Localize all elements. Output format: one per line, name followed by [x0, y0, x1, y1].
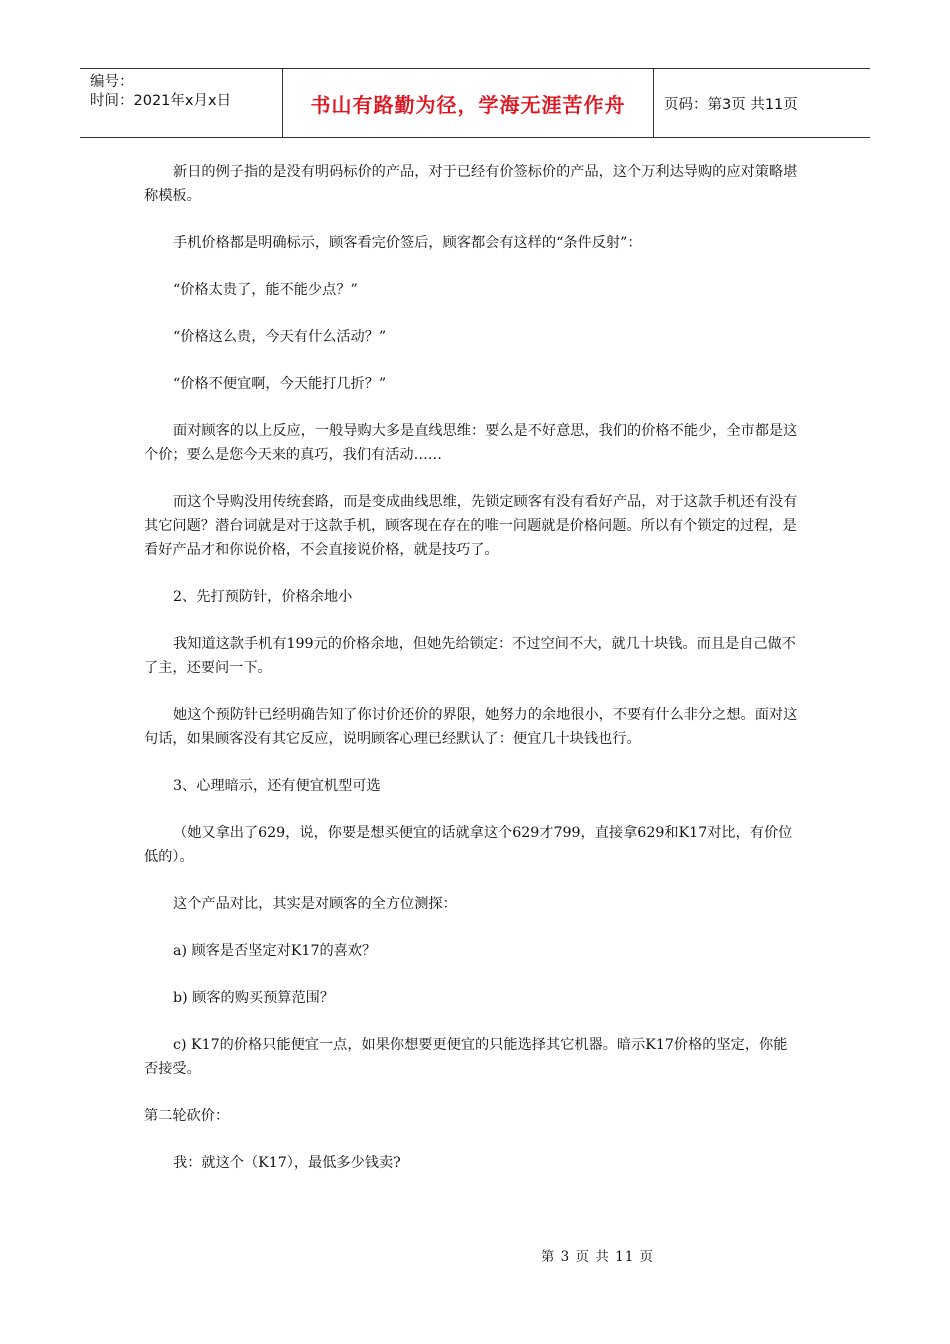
header-page-info: 页码：第3页 共11页 [664, 96, 798, 113]
paragraph: 这个产品对比，其实是对顾客的全方位测探： [173, 896, 457, 912]
header-slogan-cell [282, 69, 654, 137]
footer-page-number: 第 3 页 共 11 页 [540, 1249, 655, 1265]
header-meta [80, 69, 282, 137]
header-page-info-cell [654, 69, 870, 137]
paragraph: 第二轮砍价： [144, 1108, 230, 1124]
number-label: 编号： [90, 74, 134, 90]
paragraph: 我知道这款手机有199元的价格余地，但她先给锁定：不过空间不大，就几十块钱。而且是自己做不了主，还要问一下。 [144, 636, 796, 676]
time-label: 时间：2021年x月x日 [90, 93, 232, 109]
paragraph: 新日的例子指的是没有明码标价的产品，对于已经有价签标价的产品，这个万利达导购的应对策略堪称模板。 [144, 164, 798, 204]
paragraph: 面对顾客的以上反应，一般导购大多是直线思维：要么是不好意思，我们的价格不能少，全市都是这个价；要么是您今天来的真巧，我们有活动…… [144, 423, 798, 463]
page-footer [0, 1245, 950, 1265]
paragraph: （她又拿出了629，说，你要是想买便宜的话就拿这个629才799，直接拿629和K17对比，有价位低的）。 [144, 825, 793, 865]
paragraph: a) 顾客是否坚定对K17的喜欢？ [173, 943, 377, 959]
page-header [80, 68, 870, 138]
paragraph: 我：就这个（K17），最低多少钱卖? [173, 1155, 401, 1171]
header-slogan: 书山有路勤为径，学海无涯苦作舟 [310, 92, 626, 117]
paragraph: b) 顾客的购买预算范围？ [173, 990, 335, 1006]
paragraph: 而这个导购没用传统套路，而是变成曲线思维，先锁定顾客有没有看好产品，对于这款手机还有没有其它问题？潜台词就是对于这款手机，顾客现在存在的唯一问题就是价格问题。所以有个锁定的过程，是看好产品才和你说价格，不会直接说价格，就是技巧了。 [144, 494, 798, 558]
document-body [144, 160, 800, 1198]
paragraph: “价格这么贵，今天有什么活动？” [173, 329, 387, 345]
paragraph: “价格太贵了，能不能少点？” [173, 282, 358, 298]
paragraph: “价格不便宜啊，今天能打几折？” [173, 376, 387, 392]
paragraph: c) K17的价格只能便宜一点，如果你想要更便宜的只能选择其它机器。暗示K17价格的坚定，你能否接受。 [144, 1037, 788, 1077]
paragraph: 2、先打预防针，价格余地小 [173, 589, 353, 605]
paragraph: 手机价格都是明确标示，顾客看完价签后，顾客都会有这样的“条件反射”： [173, 235, 642, 251]
paragraph: 她这个预防针已经明确告知了你讨价还价的界限，她努力的余地很小，不要有什么非分之想。面对这句话，如果顾客没有其它反应，说明顾客心理已经默认了：便宜几十块钱也行。 [144, 707, 798, 747]
paragraph: 3、心理暗示，还有便宜机型可选 [173, 778, 381, 794]
